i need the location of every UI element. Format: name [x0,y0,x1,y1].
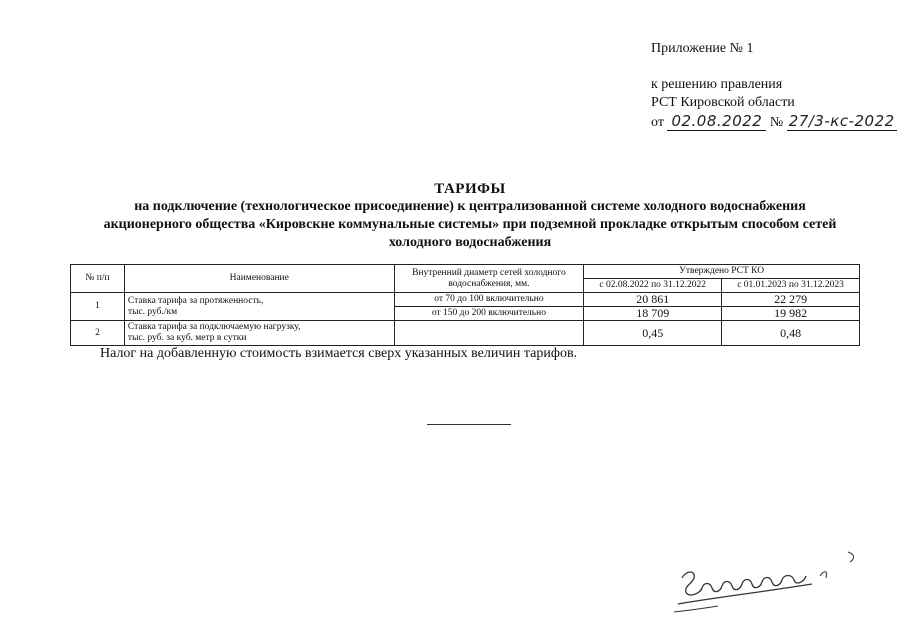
header-approved: Утверждено РСТ КО [584,265,860,279]
title-line-3: холодного водоснабжения [388,235,552,250]
table-row [71,293,860,307]
from-label: от [651,115,664,130]
row-value-period-2: 19 982 [722,307,860,321]
table-row [71,321,860,346]
row-value-period-1: 0,45 [584,321,722,346]
number-label: № [769,115,784,130]
row-name-line-1: Ставка тарифа за подключаемую нагрузку, [127,322,301,332]
row-name [124,293,394,321]
header-diameter: Внутренний диаметр сетей холодного водоснабжения, мм. [394,265,584,293]
decision-line: к решению правления [651,77,783,92]
handwritten-date: 02.08.2022 [667,112,766,131]
row-value-period-1: 18 709 [584,307,722,321]
tax-note: Налог на добавленную стоимость взимается сверх указанных величин тарифов. [100,346,578,361]
row-name-line-1: Ставка тарифа за протяженность, [127,295,264,306]
appendix-header [651,40,897,132]
row-diameter [394,321,584,346]
row-name-line-2: тыс. руб. за куб. метр в сутки [127,333,247,343]
header-num: № п/п [71,265,125,293]
header-name: Наименование [124,265,394,293]
handwritten-number: 27/3-кс-2022 [788,112,895,130]
row-value-period-2: 22 279 [722,293,860,307]
row-value-period-1: 20 861 [584,293,722,307]
title-line-2: акционерного общества «Кировскне коммунальные системы» при подземной прокладке открытым способом сетей [103,217,837,232]
row-num: 2 [71,321,125,346]
title-line-1: на подключение (технологическое присоединение) к централизованной системе холодного водоснабжения [134,199,806,214]
divider-line [427,424,511,425]
row-name-line-2: тыс. руб./км [127,306,178,317]
date-number-line [651,112,897,132]
header-period-1: с 02.08.2022 по 31.12.2022 [584,279,722,293]
row-name [124,321,394,346]
row-num: 1 [71,293,125,321]
authority-line: РСТ Кировской области [651,95,795,110]
tariff-table [70,264,860,346]
header-period-2: с 01.01.2023 по 31.12.2023 [722,279,860,293]
appendix-number: Приложение № 1 [651,41,754,56]
row-diameter: от 70 до 100 включительно [394,293,584,307]
row-diameter: от 150 до 200 включительно [394,307,584,321]
document-title [40,180,900,252]
title-main: ТАРИФЫ [434,181,506,197]
row-value-period-2: 0,48 [722,321,860,346]
table-header-row [71,265,860,279]
signature-mark [672,548,862,618]
